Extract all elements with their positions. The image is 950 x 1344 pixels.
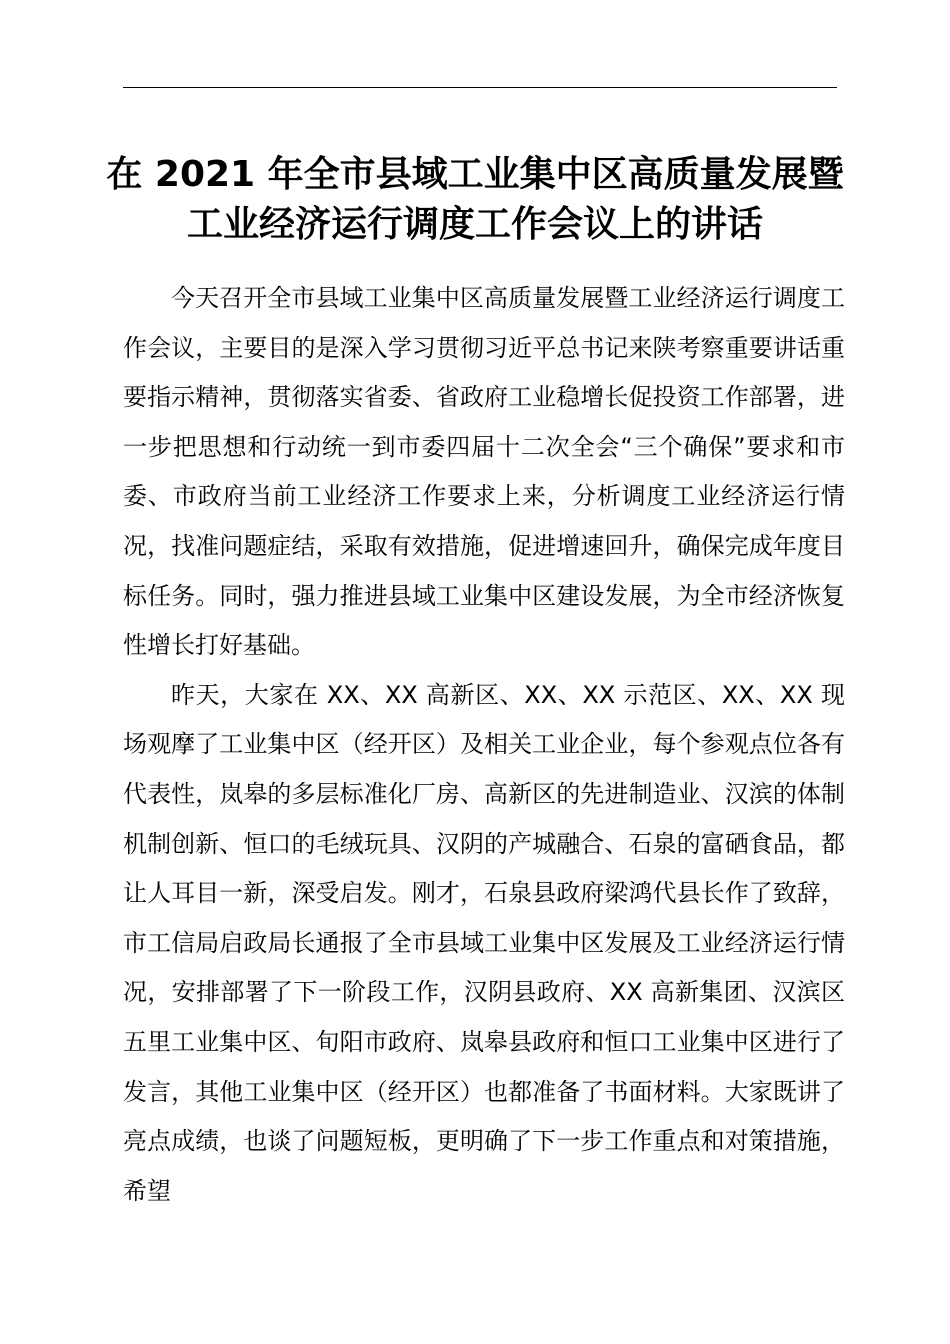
document-body [123,274,845,1216]
paragraph-1: 今天召开全市县域工业集中区高质量发展暨工业经济运行调度工作会议，主要目的是深入学习贯彻习近平总书记来陕考察重要讲话重要指示精神，贯彻落实省委、省政府工业稳增长促投资工作部署，进一步把思想和行动统一到市委四届十二次全会“三个确保”要求和市委、市政府当前工业经济工作要求上来，分析调度工业经济运行情况，找准问题症结，采取有效措施，促进增速回升，确保完成年度目标任务。同时，强力推进县域工业集中区建设发展，为全市经济恢复性增长打好基础。 [123,284,845,660]
paragraph-2: 昨天，大家在 XX、XX 高新区、XX、XX 示范区、XX、XX 现场观摩了工业集中区（经开区）及相关工业企业，每个参观点位各有代表性，岚皋的多层标准化厂房、高新区的先进制造业、汉滨的体制机制创新、恒口的毛绒玩具、汉阴的产城融合、石泉的富硒食品，都让人耳目一新，深受启发。刚才，石泉县政府梁鸿代县长作了致辞，市工信局启政局长通报了全市县域工业集中区发展及工业经济运行情况，安排部署了下一阶段工作，汉阴县政府、XX 高新集团、汉滨区五里工业集中区、旬阳市政府、岚皋县政府和恒口工业集中区进行了发言，其他工业集中区（经开区）也都准备了书面材料。大家既讲了亮点成绩，也谈了问题短板，更明确了下一步工作重点和对策措施，希望 [123,680,845,1205]
title-line-1: 在 2021 年全市县域工业集中区高质量发展暨 [106,154,844,195]
header-rule [123,87,837,88]
title-line-2: 工业经济运行调度工作会议上的讲话 [186,204,763,245]
document-title [100,150,850,250]
